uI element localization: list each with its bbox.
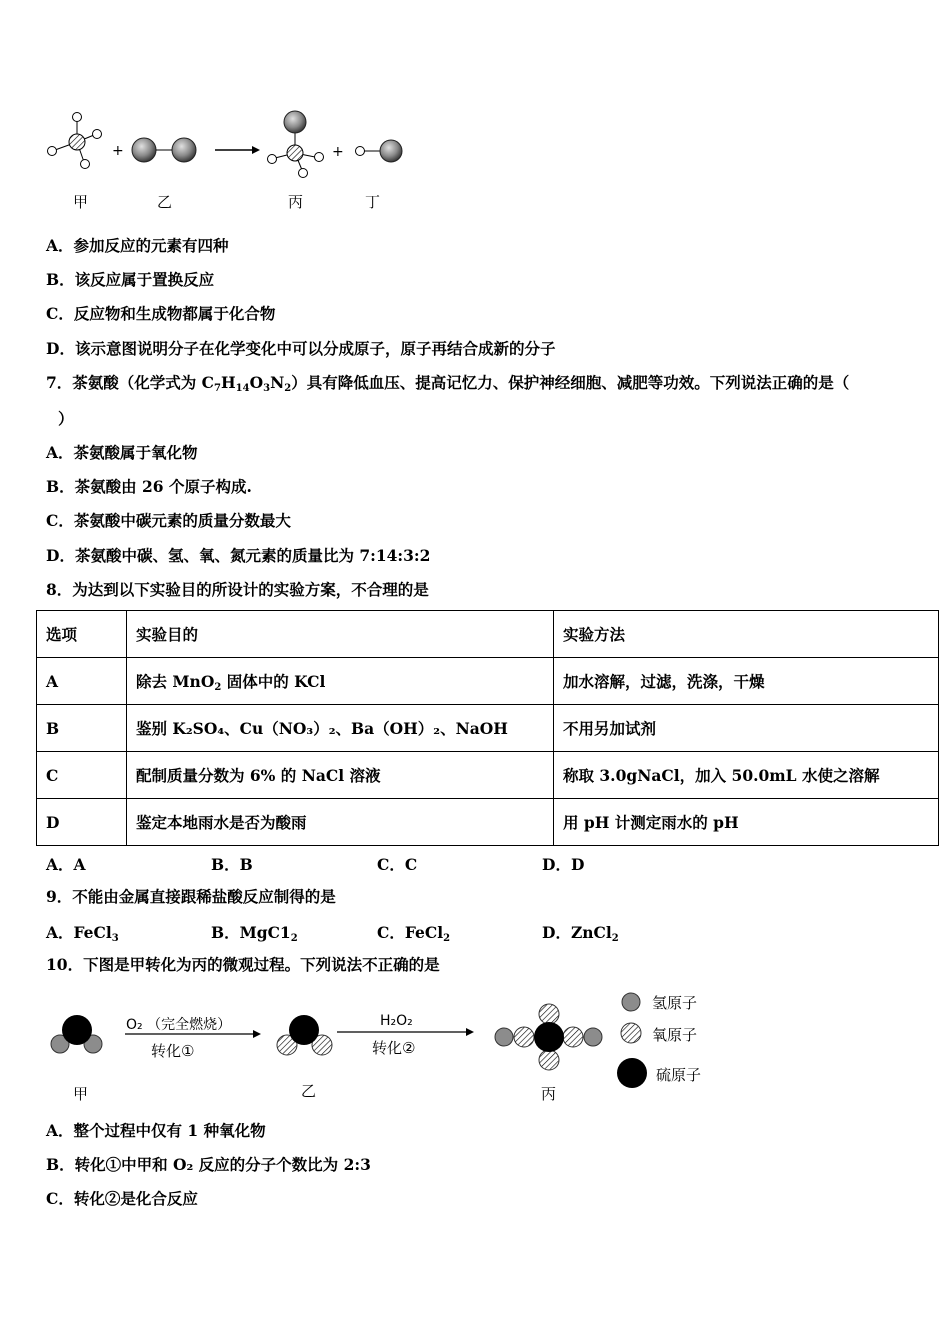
row-option: A bbox=[37, 658, 127, 705]
q7-option-d: D．茶氨酸中碳、氢、氧、氮元素的质量比为 7:14:3:2 bbox=[46, 546, 431, 565]
row-purpose: 配制质量分数为 6% 的 NaCl 溶液 bbox=[127, 752, 554, 799]
label-bing: 丙 bbox=[288, 193, 304, 211]
molecule-so2 bbox=[277, 1015, 332, 1055]
q10-option-a: A．整个过程中仅有 1 种氧化物 bbox=[46, 1121, 266, 1140]
molecule-h2s bbox=[51, 1015, 102, 1053]
q6-option-c: C．反应物和生成物都属于化合物 bbox=[46, 304, 276, 323]
q9-answer-a: A．FeCl$_3$ bbox=[46, 923, 119, 944]
q7-stem-close: ） bbox=[58, 409, 74, 428]
q8-answer-c: C．C bbox=[377, 855, 418, 874]
row-method: 用 pH 计测定雨水的 pH bbox=[554, 799, 939, 846]
label-jia: 甲 bbox=[73, 193, 89, 211]
legend-sulfur: 硫原子 bbox=[656, 1066, 702, 1084]
table-row bbox=[37, 799, 939, 846]
row-method: 称取 3.0gNaCl，加入 50.0mL 水使之溶解 bbox=[554, 752, 939, 799]
q6-option-d: D．该示意图说明分子在化学变化中可以分成原子，原子再结合成新的分子 bbox=[46, 339, 556, 358]
q8-answer-b: B．B bbox=[211, 855, 253, 874]
row-purpose: 鉴定本地雨水是否为酸雨 bbox=[127, 799, 554, 846]
table-row bbox=[37, 705, 939, 752]
q7-option-a: A．茶氨酸属于氧化物 bbox=[46, 443, 198, 462]
molecule-jia bbox=[48, 113, 102, 169]
row-option: B bbox=[37, 705, 127, 752]
q10-option-b: B．转化①中甲和 O₂ 反应的分子个数比为 2:3 bbox=[46, 1155, 371, 1174]
label-yi: 乙 bbox=[157, 193, 173, 211]
table-row bbox=[37, 658, 939, 705]
header-purpose: 实验目的 bbox=[127, 611, 554, 658]
q9-stem: 9．不能由金属直接跟稀盐酸反应制得的是 bbox=[46, 887, 336, 906]
svg-text:+: + bbox=[112, 143, 124, 159]
row-option: D bbox=[37, 799, 127, 846]
legend-oxygen: 氧原子 bbox=[652, 1026, 698, 1044]
step1-top-label: O₂ （完全燃烧） bbox=[126, 1017, 232, 1033]
q6-option-a: A．参加反应的元素有四种 bbox=[46, 236, 229, 255]
q8-stem: 8．为达到以下实验目的所设计的实验方案，不合理的是 bbox=[46, 580, 429, 599]
table-row bbox=[37, 752, 939, 799]
q9-answer-d: D．ZnCl$_2$ bbox=[542, 923, 619, 944]
row-purpose: 除去 MnO$_2$ 固体中的 KCl bbox=[127, 658, 554, 705]
q7-stem: 7．茶氨酸（化学式为 $C_7H_{14}O_3N_2$）具有降低血压、提高记忆力、保护神经细胞、减肥等功效。下列说法正确的是（ bbox=[46, 373, 850, 394]
svg-text:+: + bbox=[332, 144, 344, 160]
reaction-diagram-1 bbox=[40, 100, 420, 215]
q8-answer-a: A．A bbox=[46, 855, 86, 874]
q10-option-c: C．转化②是化合反应 bbox=[46, 1189, 198, 1208]
row-method: 不用另加试剂 bbox=[554, 705, 939, 752]
row-method: 加水溶解，过滤，洗涤，干燥 bbox=[554, 658, 939, 705]
molecule-ding bbox=[356, 140, 403, 162]
q10-stem: 10．下图是甲转化为丙的微观过程。下列说法不正确的是 bbox=[46, 955, 440, 974]
q7-option-b: B．茶氨酸由 26 个原子构成. bbox=[46, 477, 252, 496]
q6-option-b: B．该反应属于置换反应 bbox=[46, 270, 215, 289]
table-header-row bbox=[37, 611, 939, 658]
step2-top-label: H₂O₂ bbox=[380, 1013, 413, 1029]
molecule-h2so4 bbox=[495, 1004, 602, 1070]
experiment-table bbox=[36, 610, 939, 846]
header-option: 选项 bbox=[37, 611, 127, 658]
row-purpose: 鉴别 K₂SO₄、Cu（NO₃）₂、Ba（OH）₂、NaOH bbox=[127, 705, 554, 752]
label-yi-2: 乙 bbox=[301, 1082, 317, 1100]
legend bbox=[617, 993, 647, 1088]
label-ding: 丁 bbox=[365, 193, 381, 211]
step1-bottom-label: 转化① bbox=[151, 1042, 195, 1060]
header-method: 实验方法 bbox=[554, 611, 939, 658]
legend-hydrogen: 氢原子 bbox=[652, 994, 698, 1012]
label-bing-2: 丙 bbox=[541, 1085, 557, 1103]
label-jia-2: 甲 bbox=[73, 1085, 89, 1103]
q9-answer-b: B．$MgC1_2$ bbox=[211, 923, 298, 944]
molecule-yi bbox=[132, 138, 196, 162]
q8-answer-d: D．D bbox=[542, 855, 585, 874]
q7-option-c: C．茶氨酸中碳元素的质量分数最大 bbox=[46, 511, 291, 530]
row-option: C bbox=[37, 752, 127, 799]
q9-answer-c: C．FeCl$_2$ bbox=[377, 923, 451, 944]
step2-bottom-label: 转化② bbox=[372, 1039, 416, 1057]
molecule-bing bbox=[268, 111, 324, 178]
